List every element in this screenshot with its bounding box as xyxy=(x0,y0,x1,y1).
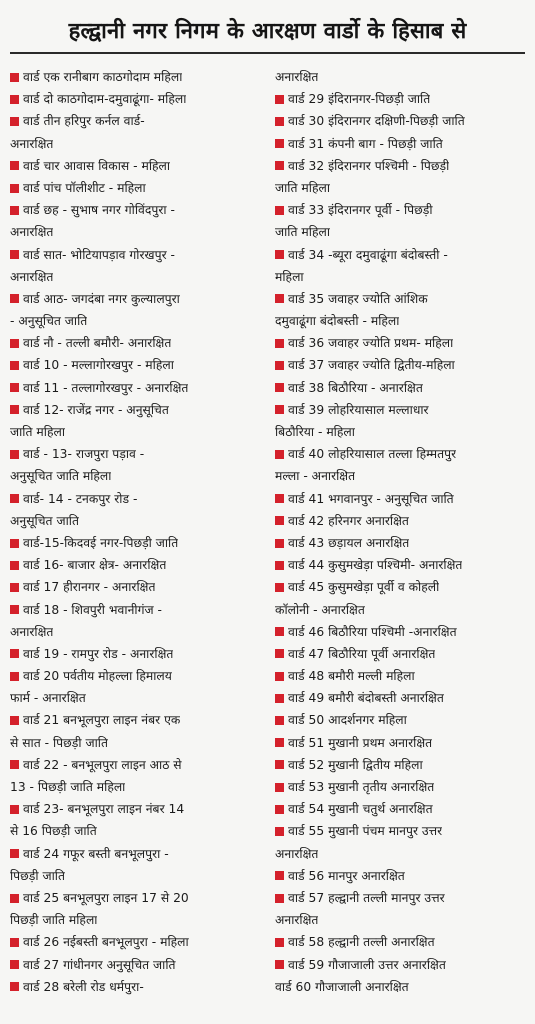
ward-line xyxy=(275,133,525,155)
ward-text: अनारक्षित xyxy=(10,624,54,639)
ward-line xyxy=(10,798,265,820)
red-square-bullet-icon xyxy=(275,561,284,570)
ward-text: वार्ड 11 - तल्लागोरखपुर - अनारक्षित xyxy=(23,380,189,395)
red-square-bullet-icon xyxy=(10,716,19,725)
ward-line xyxy=(10,554,265,576)
ward-line xyxy=(10,421,265,443)
ward-line xyxy=(10,621,265,643)
ward-line xyxy=(275,820,525,842)
ward-text: वार्ड 42 हरिनगर अनारक्षित xyxy=(288,513,409,528)
ward-text: वार्ड 22 - बनभूलपुरा लाइन आठ से xyxy=(23,757,182,772)
ward-text: पिछड़ी जाति महिला xyxy=(10,913,98,928)
ward-text: फार्म - अनारक्षित xyxy=(10,691,86,706)
ward-line xyxy=(10,399,265,421)
ward-line xyxy=(10,443,265,465)
red-square-bullet-icon xyxy=(275,649,284,658)
red-square-bullet-icon xyxy=(275,871,284,880)
red-square-bullet-icon xyxy=(10,561,19,570)
ward-line xyxy=(10,465,265,487)
headline: हल्द्वानी नगर निगम के आरक्षण वार्डो के हिसाब से xyxy=(10,8,525,54)
ward-line xyxy=(275,488,525,510)
ward-text: वार्ड 52 मुखानी द्वितीय महिला xyxy=(288,757,423,772)
ward-text: वार्ड 25 बनभूलपुरा लाइन 17 से 20 xyxy=(23,890,189,905)
ward-text: वार्ड- 14 - टनकपुर रोड - xyxy=(23,491,138,506)
ward-text: वार्ड 23- बनभूलपुरा लाइन नंबर 14 xyxy=(23,802,185,817)
ward-line xyxy=(10,332,265,354)
ward-text: से सात - पिछड़ी जाति xyxy=(10,735,108,750)
ward-text: वार्ड 46 बिठौरिया पश्चिमी -अनारक्षित xyxy=(288,624,457,639)
red-square-bullet-icon xyxy=(275,250,284,259)
ward-line xyxy=(10,266,265,288)
ward-line xyxy=(275,665,525,687)
ward-text: वार्ड 32 इंदिरानगर पश्चिमी - पिछड़ी xyxy=(288,158,450,173)
ward-text: वार्ड 48 बमौरी मल्ली महिला xyxy=(288,669,415,684)
ward-line xyxy=(275,288,525,310)
ward-text: वार्ड 56 मानपुर अनारक्षित xyxy=(288,868,405,883)
ward-line xyxy=(275,510,525,532)
red-square-bullet-icon xyxy=(275,894,284,903)
ward-text: जाति महिला xyxy=(275,180,331,195)
ward-text: वार्ड 37 जवाहर ज्योति द्वितीय-महिला xyxy=(288,358,455,373)
ward-line xyxy=(10,354,265,376)
red-square-bullet-icon xyxy=(10,849,19,858)
ward-text: वार्ड-15-किदवई नगर-पिछड़ी जाति xyxy=(23,535,179,550)
ward-line xyxy=(10,155,265,177)
ward-text: वार्ड 19 - रामपुर रोड - अनारक्षित xyxy=(23,646,174,661)
red-square-bullet-icon xyxy=(275,672,284,681)
ward-line xyxy=(10,221,265,243)
red-square-bullet-icon xyxy=(10,539,19,548)
ward-text: वार्ड 36 जवाहर ज्योति प्रथम- महिला xyxy=(288,336,454,351)
ward-text: अनारक्षित xyxy=(10,269,54,284)
red-square-bullet-icon xyxy=(275,494,284,503)
red-square-bullet-icon xyxy=(10,339,19,348)
left-column xyxy=(10,66,265,998)
ward-line xyxy=(10,976,265,998)
ward-text: वार्ड 28 बरेली रोड धर्मपुरा- xyxy=(23,979,144,994)
ward-line xyxy=(275,643,525,665)
ward-line xyxy=(275,931,525,953)
ward-text: वार्ड 58 हल्द्वानी तल्ली अनारक्षित xyxy=(288,935,435,950)
red-square-bullet-icon xyxy=(10,938,19,947)
ward-line xyxy=(275,732,525,754)
ward-text: महिला xyxy=(275,269,304,284)
ward-line xyxy=(275,687,525,709)
red-square-bullet-icon xyxy=(10,760,19,769)
ward-text: वार्ड 55 मुखानी पंचम मानपुर उत्तर xyxy=(288,824,443,839)
red-square-bullet-icon xyxy=(275,383,284,392)
ward-line xyxy=(275,798,525,820)
ward-text: वार्ड पांच पॉलीशीट - महिला xyxy=(23,180,146,195)
ward-line xyxy=(275,266,525,288)
ward-line xyxy=(10,820,265,842)
ward-line xyxy=(275,399,525,421)
ward-line xyxy=(10,909,265,931)
ward-line xyxy=(275,443,525,465)
ward-line xyxy=(275,576,525,598)
ward-text: वार्ड 51 मुखानी प्रथम अनारक्षित xyxy=(288,735,433,750)
ward-text: दमुवाढूंगा बंदोबस्ती - महिला xyxy=(275,314,400,329)
ward-text: कॉलोनी - अनारक्षित xyxy=(275,602,365,617)
ward-line xyxy=(275,199,525,221)
red-square-bullet-icon xyxy=(10,161,19,170)
red-square-bullet-icon xyxy=(10,117,19,126)
ward-text: वार्ड 40 लोहरियासाल तल्ला हिम्मतपुर xyxy=(288,447,457,462)
ward-line xyxy=(10,199,265,221)
ward-text: वार्ड 54 मुखानी चतुर्थ अनारक्षित xyxy=(288,802,433,817)
red-square-bullet-icon xyxy=(275,117,284,126)
ward-line xyxy=(275,110,525,132)
ward-text: मल्ला - अनारक्षित xyxy=(275,469,356,484)
ward-text: वार्ड 39 लोहरियासाल मल्लाधार xyxy=(288,402,429,417)
ward-text: वार्ड 33 इंदिरानगर पूर्वी - पिछड़ी xyxy=(288,203,433,218)
ward-line xyxy=(275,310,525,332)
ward-line xyxy=(275,909,525,931)
red-square-bullet-icon xyxy=(275,738,284,747)
ward-text: वार्ड 31 कंपनी बाग - पिछड़ी जाति xyxy=(288,136,443,151)
ward-text: वार्ड 38 बिठौरिया - अनारक्षित xyxy=(288,380,423,395)
ward-text: वार्ड 57 हल्द्वानी तल्ली मानपुर उत्तर xyxy=(288,890,445,905)
ward-line xyxy=(275,244,525,266)
red-square-bullet-icon xyxy=(10,250,19,259)
red-square-bullet-icon xyxy=(10,649,19,658)
red-square-bullet-icon xyxy=(275,361,284,370)
red-square-bullet-icon xyxy=(275,516,284,525)
ward-line xyxy=(10,709,265,731)
ward-text: वार्ड 59 गौजाजाली उत्तर अनारक्षित xyxy=(288,957,446,972)
ward-line xyxy=(10,88,265,110)
ward-line xyxy=(10,665,265,687)
ward-line xyxy=(10,732,265,754)
red-square-bullet-icon xyxy=(10,73,19,82)
ward-text: वार्ड 50 आदर्शनगर महिला xyxy=(288,713,407,728)
ward-line xyxy=(275,354,525,376)
red-square-bullet-icon xyxy=(275,450,284,459)
ward-text: वार्ड 47 बिठौरिया पूर्वी अनारक्षित xyxy=(288,646,436,661)
ward-text: वार्ड नौ - तल्ली बमौरी- अनारक्षित xyxy=(23,336,172,351)
ward-text: - अनुसूचित जाति xyxy=(10,314,88,329)
red-square-bullet-icon xyxy=(10,361,19,370)
ward-text: वार्ड 44 कुसुमखेड़ा पश्चिमी- अनारक्षित xyxy=(288,558,463,573)
ward-text: बिठौरिया - महिला xyxy=(275,425,355,439)
ward-line xyxy=(10,954,265,976)
ward-text: वार्ड सात- भोटियापड़ाव गोरखपुर - xyxy=(23,247,175,262)
red-square-bullet-icon xyxy=(275,139,284,148)
ward-line xyxy=(10,110,265,132)
ward-text: वार्ड 12- राजेंद्र नगर - अनुसूचित xyxy=(23,402,169,417)
ward-text: अनारक्षित xyxy=(275,846,319,861)
ward-text: वार्ड 35 जवाहर ज्योति आंशिक xyxy=(288,291,428,306)
ward-text: वार्ड एक रानीबाग काठगोदाम महिला xyxy=(23,70,183,84)
ward-line xyxy=(275,421,525,443)
ward-text: वार्ड दो काठगोदाम-दमुवाढूंगा- महिला xyxy=(23,92,187,107)
ward-line xyxy=(275,554,525,576)
ward-text: वार्ड 16- बाजार क्षेत्र- अनारक्षित xyxy=(23,558,167,573)
ward-text: वार्ड चार आवास विकास - महिला xyxy=(23,158,171,173)
ward-line xyxy=(10,532,265,554)
ward-text: वार्ड - 13- राजपुरा पड़ाव - xyxy=(23,447,145,462)
ward-text: वार्ड 21 बनभूलपुरा लाइन नंबर एक xyxy=(23,713,181,728)
ward-text: वार्ड 20 पर्वतीय मोहल्ला हिमालय xyxy=(23,669,172,684)
red-square-bullet-icon xyxy=(275,805,284,814)
ward-line xyxy=(275,709,525,731)
ward-line xyxy=(10,244,265,266)
red-square-bullet-icon xyxy=(10,405,19,414)
ward-text: अनारक्षित xyxy=(275,70,319,84)
ward-text: वार्ड 41 भगवानपुर - अनुसूचित जाति xyxy=(288,491,454,506)
red-square-bullet-icon xyxy=(10,383,19,392)
red-square-bullet-icon xyxy=(10,450,19,459)
ward-text: वार्ड 18 - शिवपुरी भवानीगंज - xyxy=(23,602,162,617)
ward-text: वार्ड छह - सुभाष नगर गोविंदपुरा - xyxy=(23,203,175,218)
ward-line xyxy=(10,177,265,199)
ward-line xyxy=(275,177,525,199)
ward-text: वार्ड 10 - मल्लागोरखपुर - महिला xyxy=(23,358,174,373)
ward-text: 13 - पिछड़ी जाति महिला xyxy=(10,780,126,794)
ward-line xyxy=(10,488,265,510)
ward-line xyxy=(10,776,265,798)
ward-text: से 16 पिछड़ी जाति xyxy=(10,824,97,839)
ward-line xyxy=(275,776,525,798)
red-square-bullet-icon xyxy=(275,760,284,769)
red-square-bullet-icon xyxy=(10,982,19,991)
red-square-bullet-icon xyxy=(10,206,19,215)
ward-line xyxy=(275,621,525,643)
red-square-bullet-icon xyxy=(275,206,284,215)
ward-line xyxy=(10,576,265,598)
ward-text: पिछड़ी जाति xyxy=(10,868,65,883)
red-square-bullet-icon xyxy=(10,583,19,592)
red-square-bullet-icon xyxy=(275,161,284,170)
ward-line xyxy=(275,843,525,865)
red-square-bullet-icon xyxy=(10,95,19,104)
ward-text: वार्ड 34 -ब्यूरा दमुवाढूंगा बंदोबस्ती - xyxy=(288,247,448,262)
red-square-bullet-icon xyxy=(10,494,19,503)
red-square-bullet-icon xyxy=(10,184,19,193)
ward-text: अनारक्षित xyxy=(275,913,319,928)
red-square-bullet-icon xyxy=(275,339,284,348)
ward-text: वार्ड 26 नईबस्ती बनभूलपुरा - महिला xyxy=(23,935,189,950)
ward-text: वार्ड तीन हरिपुर कर्नल वार्ड- xyxy=(23,114,145,129)
red-square-bullet-icon xyxy=(275,95,284,104)
ward-text: वार्ड आठ- जगदंबा नगर कुल्यालपुरा xyxy=(23,291,180,306)
ward-line xyxy=(10,887,265,909)
ward-line xyxy=(275,754,525,776)
right-column xyxy=(275,66,525,998)
ward-text: वार्ड 30 इंदिरानगर दक्षिणी-पिछड़ी जाति xyxy=(288,114,465,129)
red-square-bullet-icon xyxy=(10,605,19,614)
ward-line xyxy=(10,377,265,399)
ward-line xyxy=(10,66,265,88)
red-square-bullet-icon xyxy=(275,827,284,836)
ward-text: अनुसूचित जाति xyxy=(10,513,79,528)
ward-text: वार्ड 43 छड़ायल अनारक्षित xyxy=(288,535,410,550)
ward-text: वार्ड 60 गौजाजाली अनारक्षित xyxy=(275,979,409,994)
ward-line xyxy=(275,599,525,621)
red-square-bullet-icon xyxy=(10,294,19,303)
red-square-bullet-icon xyxy=(275,960,284,969)
red-square-bullet-icon xyxy=(275,405,284,414)
red-square-bullet-icon xyxy=(275,716,284,725)
ward-line xyxy=(275,88,525,110)
ward-line xyxy=(10,310,265,332)
red-square-bullet-icon xyxy=(10,960,19,969)
ward-line xyxy=(275,377,525,399)
ward-line xyxy=(275,332,525,354)
ward-line xyxy=(10,754,265,776)
ward-line xyxy=(10,843,265,865)
ward-line xyxy=(10,931,265,953)
ward-text: वार्ड 24 गफूर बस्ती बनभूलपुरा - xyxy=(23,846,169,861)
ward-text: वार्ड 17 हीरानगर - अनारक्षित xyxy=(23,580,156,595)
red-square-bullet-icon xyxy=(10,805,19,814)
ward-text: वार्ड 29 इंदिरानगर-पिछड़ी जाति xyxy=(288,92,431,107)
ward-line xyxy=(275,66,525,88)
ward-text: वार्ड 49 बमौरी बंदोबस्ती अनारक्षित xyxy=(288,691,444,706)
red-square-bullet-icon xyxy=(10,672,19,681)
ward-text: वार्ड 45 कुसुमखेड़ा पूर्वी व कोहली xyxy=(288,580,440,595)
ward-text: जाति महिला xyxy=(10,425,66,439)
ward-text: अनुसूचित जाति महिला xyxy=(10,469,112,484)
ward-columns xyxy=(10,66,525,998)
ward-line xyxy=(10,865,265,887)
ward-line xyxy=(10,643,265,665)
ward-line xyxy=(275,954,525,976)
ward-text: अनारक्षित xyxy=(10,136,54,151)
red-square-bullet-icon xyxy=(275,938,284,947)
ward-line xyxy=(10,288,265,310)
ward-line xyxy=(275,976,525,998)
ward-line xyxy=(275,155,525,177)
ward-line xyxy=(10,599,265,621)
red-square-bullet-icon xyxy=(275,583,284,592)
ward-line xyxy=(10,133,265,155)
ward-line xyxy=(10,687,265,709)
ward-line xyxy=(275,865,525,887)
ward-text: वार्ड 27 गांधीनगर अनुसूचित जाति xyxy=(23,957,176,972)
ward-line xyxy=(275,887,525,909)
ward-text: वार्ड 53 मुखानी तृतीय अनारक्षित xyxy=(288,780,435,794)
red-square-bullet-icon xyxy=(275,694,284,703)
ward-text: अनारक्षित xyxy=(10,225,54,240)
ward-line xyxy=(275,465,525,487)
ward-line xyxy=(275,221,525,243)
red-square-bullet-icon xyxy=(275,294,284,303)
ward-text: जाति महिला xyxy=(275,225,331,240)
red-square-bullet-icon xyxy=(10,894,19,903)
ward-line xyxy=(10,510,265,532)
red-square-bullet-icon xyxy=(275,539,284,548)
ward-line xyxy=(275,532,525,554)
red-square-bullet-icon xyxy=(275,783,284,792)
red-square-bullet-icon xyxy=(275,627,284,636)
